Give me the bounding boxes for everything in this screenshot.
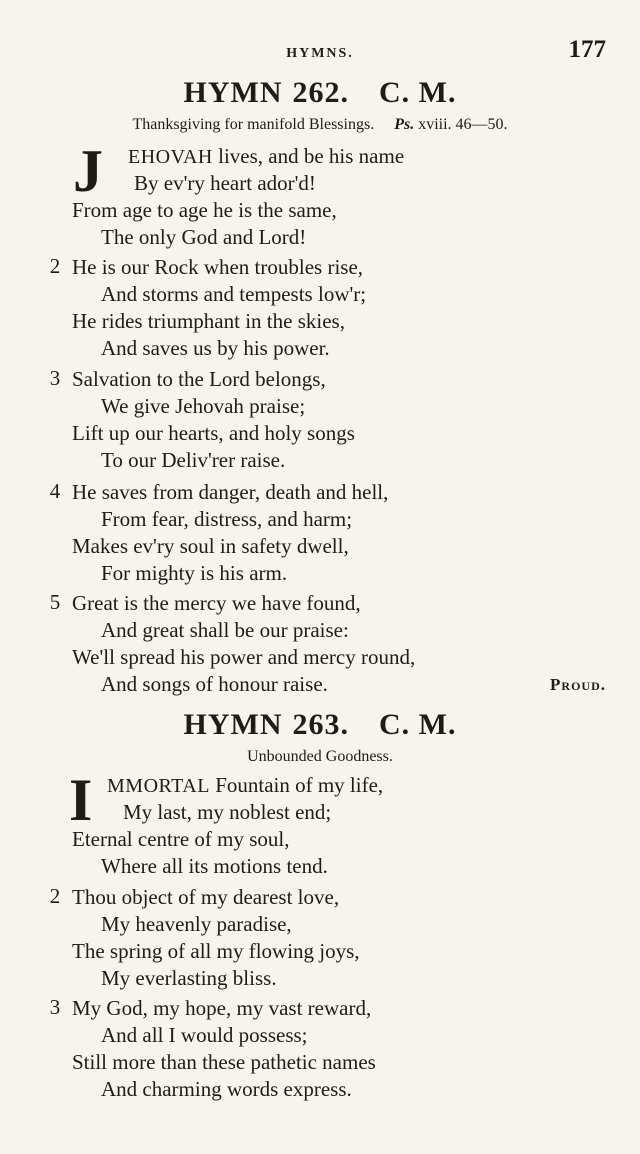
hymn-263-title-word: HYMN <box>183 708 283 741</box>
hymn-262-title-word: HYMN <box>183 76 283 109</box>
stanza-line: Eternal centre of my soul, <box>72 827 290 851</box>
hymn-262-stanza-2 <box>45 254 625 362</box>
hymn-263-stanza-2 <box>45 884 625 992</box>
hymn-263-stanza-1 <box>45 767 625 880</box>
stanza-line: Lift up our hearts, and holy songs <box>72 421 355 445</box>
stanza-line: We'll spread his power and mercy round, <box>72 645 416 669</box>
stanza-line-text: lives, and be his name <box>212 144 405 168</box>
stanza-line: And all I would possess; <box>101 1023 308 1047</box>
stanza-number: 2 <box>49 254 61 278</box>
stanza-line: My heavenly paradise, <box>101 912 292 936</box>
stanza-line: Where all its motions tend. <box>101 854 328 878</box>
hymn-263-title <box>0 708 640 742</box>
hymn-262-scripture <box>394 116 507 133</box>
running-head: HYMNS. <box>286 46 354 61</box>
stanza-line-text: Fountain of my life, <box>209 773 384 797</box>
stanza-line: My last, my noblest end; <box>123 800 332 824</box>
stanza-line: The only God and Lord! <box>101 225 307 249</box>
stanza-line: From age to age he is the same, <box>72 198 337 222</box>
stanza-line: Makes ev'ry soul in safety dwell, <box>72 534 349 558</box>
hymn-262-title <box>0 76 640 110</box>
stanza-line: And storms and tempests low'r; <box>101 282 367 306</box>
hymn-263-meter: C. M. <box>379 708 457 741</box>
hymn-262-author: Proud. <box>550 675 606 694</box>
hymn-262-subtitle <box>0 116 640 134</box>
stanza-line <box>45 143 625 170</box>
stanza-line: Great is the mercy we have found, <box>72 591 361 615</box>
hymn-263-dropcap: I <box>69 767 93 833</box>
hymn-262-stanza-1 <box>45 138 625 251</box>
stanza-line: And songs of honour raise. <box>101 672 328 696</box>
hymn-262-stanza-5 <box>45 590 625 698</box>
stanza-line: And great shall be our praise: <box>101 618 349 642</box>
hymn-262-meter: C. M. <box>379 76 457 109</box>
stanza-number: 4 <box>49 479 61 503</box>
stanza-line: The spring of all my flowing joys, <box>72 939 360 963</box>
hymn-262-stanza-3 <box>45 366 625 474</box>
hymn-262-subtitle-text: Thanksgiving for manifold Blessings. <box>132 116 375 133</box>
page-number: 177 <box>568 36 606 63</box>
stanza-number: 3 <box>49 366 61 390</box>
hymn-262-stanza-4 <box>45 479 625 587</box>
stanza-line: He rides triumphant in the skies, <box>72 309 345 333</box>
stanza-line: He saves from danger, death and hell, <box>72 480 389 504</box>
stanza-line: And charming words express. <box>101 1077 352 1101</box>
hymn-262-scripture-ref: xviii. 46—50. <box>418 116 508 133</box>
hymn-262-scripture-book: Ps. <box>394 116 415 133</box>
stanza-line: Thou object of my dearest love, <box>72 885 340 909</box>
stanza-line <box>45 772 625 799</box>
stanza-number: 5 <box>49 590 61 614</box>
stanza-number: 3 <box>49 995 61 1019</box>
hymn-262-first-word: EHOVAH <box>128 146 213 168</box>
stanza-line: To our Deliv'rer raise. <box>101 448 286 472</box>
stanza-line: From fear, distress, and harm; <box>101 507 353 531</box>
stanza-line: My God, my hope, my vast reward, <box>72 996 372 1020</box>
hymn-262-number: 262. <box>292 76 349 109</box>
stanza-number: 2 <box>49 884 61 908</box>
stanza-line: By ev'ry heart ador'd! <box>134 171 316 195</box>
stanza-line: Salvation to the Lord belongs, <box>72 367 326 391</box>
stanza-line: And saves us by his power. <box>101 336 330 360</box>
stanza-line: We give Jehovah praise; <box>101 394 306 418</box>
hymn-263-stanza-3 <box>45 995 625 1103</box>
stanza-line: He is our Rock when troubles rise, <box>72 255 364 279</box>
hymn-263-first-word: MMORTAL <box>107 775 210 797</box>
stanza-line: My everlasting bliss. <box>101 966 277 990</box>
hymn-262-dropcap: J <box>73 138 103 204</box>
stanza-line: For mighty is his arm. <box>101 561 288 585</box>
stanza-line: Still more than these pathetic names <box>72 1050 376 1074</box>
hymn-263-subtitle: Unbounded Goodness. <box>247 748 393 765</box>
hymn-263-number: 263. <box>292 708 349 741</box>
